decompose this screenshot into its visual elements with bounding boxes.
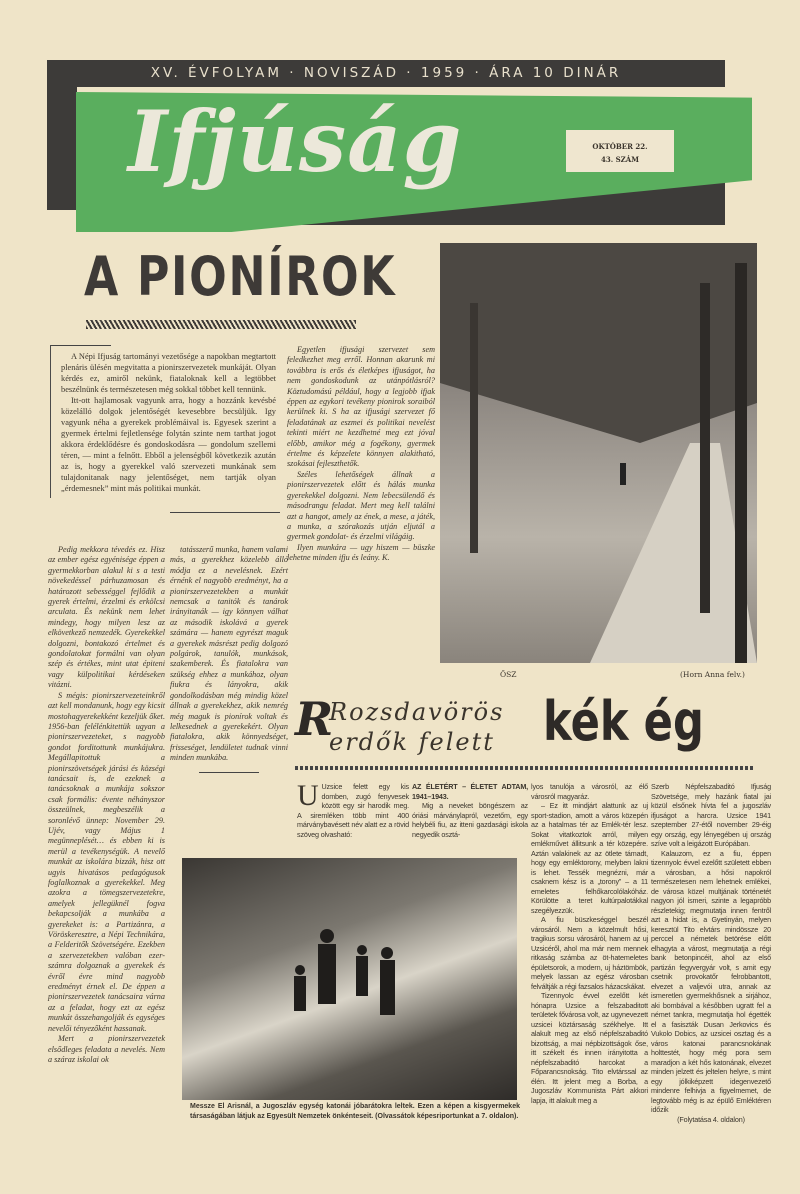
issue-number: 43. SZÁM: [601, 155, 639, 164]
paragraph: Kalauzom, ez a fiu, éppen tizennyolc évvel ezelőtt született ebben a városban, a hősi napokról természetesen nem lehetnek emlékei, de városa közel multjának történetét nagyon jól ismeri, szinte a legapróbb részletekig; megmutatja innen fentről azt a hidat is, a Gyetinyán, melyen keresztül Tito elvtárs mindössze 20 perccel a németek betörése előtt elhagyta a várost, megmutatja a régi bank betonpincéit, ahol az első partizán fegyvergyár volt, s amit egy csetnik provokatőr felrobbantott, elvezet a valjevói utra, annak az ismeretlen gyermekhősnek a sirjához, aki bombával a későbben ugratt fel a német tankra, megmutatja hol égették el a fasiszták Dusan Jerkovics és Vukolo Dobics, az uzsicei osztag és a város katonai parancsnokának holttestét, hogy még pora sem maradjon a két hős katonának, elvezet minden jelzett és jeltelen helyre, s mint egy jólkiképzett idegenvezető mindenre felhivja a figyelmemet, de legtovább még is az épülő Emléktéren időzik: [651, 848, 771, 1114]
headline-part: erdők felett: [329, 728, 495, 756]
photo-credit: (Horn Anna felv.): [680, 670, 745, 679]
intro-paragraph: A Népi Ifjuság tartományi vezetősége a napokban megtartott plenáris ülésén megvitatta a pionirszervezetek munkáját. Olyan kérdés ez, amiről nekünk, fiataloknak kell a legtöbbet beszélnünk és természetesen még sokkal többet kell tennünk.: [61, 352, 276, 394]
paragraph: Egyetlen ifjusági szervezet sem feledkezhet meg erről. Honnan akarunk mi továbbra is erős és életképes ifjuságot, ha nem gondoskodunk az utánpótlásról? Köztudomású például, hogy a legjobb ifjak éppen az egykori tevékeny pionirok soraiból kerülnek ki. S ha az ifjusági szervezet fő feladatának az eszmei és politikai nevelést tekinti miért ne kezdhetné meg ezt jóval előbb, amikor még a fogékony, gyermek értelme és képzelete könnyen alakitható, szokásai fejleszthetők.: [287, 345, 435, 469]
intro-paragraph: Itt-ott hajlamosak vagyunk arra, hogy a hozzánk kevésbé közelálló dolgok jelentőségét kevesebbre becsüljük. Igy vagyunk néha a gyerekek problémáival is. Egyesek szerint a gyermek értelmi fejletlensége folytán szinte nem tarthat jogot akkora érdeklődésre és gondoskodásra — gondolum szellemi téren, — mint a felnőtt. Ebből a jelenségből következik azután az is, hogy a gyerekkel való szervezeti munkának sem tulajdonitanak nagy jelentőséget, nem tartják olyan „érdemesnek” mint más politikai munkát.: [61, 396, 276, 493]
issue-date: OKTÓBER 22.: [592, 142, 648, 151]
paragraph: Uzsice felett egy kis domben, zugó fenyvesek között egy sir harodik meg. A siremléken több mint 400 márványbavésett név alatt ez a rövid szöveg olvasható:: [297, 782, 409, 839]
paragraph: Pedig mekkora tévedés ez. Hisz az ember egész egyénisége éppen a gyermekkorban alakul ki s a testi növekedéssel párhuzamosan és határozott sebességgel fejlődik a gyerek értelmi, érzelmi és erkölcsi arculata. És nekünk nem lehet mindegy, hogy milyen lesz az elkövetkező nemzedék. Gyerekekkel dolgozni, bontakozó értelmet és gondolatokat formálni van olyan szép és értékes, mint utat épiteni vagy külpolitikai kérdéseken vitázni.: [48, 545, 165, 690]
article2-column-d: [651, 782, 771, 1124]
newspaper-logo: Ifjúság: [128, 92, 463, 191]
article-column-right: [287, 345, 435, 564]
headline-rule: [86, 320, 356, 329]
divider: [199, 772, 259, 773]
paragraph: A fiu büszkeséggel beszél városáról. Nem a közelmult hősi, tragikus sorsu városáról, hanem az uj Uzsicéről, ahol ma már nem mennek ritkaság számba az öt-hatemeletes épületsorok, a modern, uj háztömbök, melyek lassan az egész városban felváltják a régi fazsalos házacskákat.: [531, 915, 648, 991]
article-column-2: [170, 545, 288, 773]
continued-note: (Folytatása 4. oldalon): [677, 1114, 745, 1124]
paragraph: – Ez itt mindjárt alattunk az uj sport-stadion, amott a város közepén az a hatalmas tér az Emlék-tér lesz. Sokat vitatkoztok arról, milyen emlékművet állitsunk a tér közepére. Aztán valakinek az az ötlete támadt, hogy egy emléktorony, melyben lakni is lehet. Tessék megnézni, már csaknem kész is a „torony” – a 11 emeletes felhőkarcolólakóház. Körülötte a teret kultúrpalotákkal szegélyezzük.: [531, 801, 648, 915]
paragraph: Széles lehetőségek állnak a pionirszervezetek előtt és hálás munka gyerekekkel dolgozni. Nem lebecsülendő és másodrangu feladat. Mert meg kell találni azt a hangot, amely az ének, a mese, a játék, a munka, a szórakozás utján eljutál a gyermek gondolat- és érzelmi világáig.: [287, 469, 435, 542]
children-beach-image: [182, 858, 517, 1100]
photo-caption: Messze El Arisnál, a Jugoszláv egység katonái jóbarátokra leltek. Ezen a képen a kisgyermekek társaságában látjuk az Egyesült Nemzetek önkénteseit. (Olvassátok képesriportunkat a 7. oldalon).: [190, 1103, 520, 1120]
paragraph: AZ ÉLETÉRT – ÉLETET ADTAM, 1941–1943.: [412, 782, 528, 801]
divider: [170, 512, 280, 513]
paragraph: tatásszerű munka, hanem valami más, a gyerekhez közelebb álló módja ez a nevelésnek. Ezért érnénk el nagyobb eredményt, ha a pionirszervezetekben a munkát nemcsak a tanitók és tanárok irányitanák — igy könnyen válhat az második iskolává a gyerek számára — hanem egyrészt maguk a gyerekek másrészt pedig dolgozó polgárok, tanulók, munkások, szakemberek. És fiatalokra van szükség ehhez a munkához, olyan fiukra és lányokra, akik gondolkodásban még mindig közel állnak a gyerekekhez, akik nemrég még maguk is pionírok voltak és lelkesednek a gyerekekért. Olyan fiatalokra, akik könnyedséget, frisseséget, lendületet tudnak vinni minden munkába.: [170, 545, 288, 763]
article2-column-c: [531, 782, 648, 1105]
headline-part: Rozsdavörös: [329, 698, 505, 726]
article-headline: A PIONÍROK: [84, 245, 397, 308]
autumn-street-image: [440, 243, 757, 663]
paragraph: Szerb Népfelszabaditó Ifjuság Szövetsége, mely hazánk fiatal jai közül elsőnek hívta fel a jugoszláv ifjuságot a harcra. Uzsice 1941 szeptember 27-étől november 29-éig egy ország, egy lényegében uj ország szíve volt a leigázott Európában.: [651, 782, 771, 848]
article-intro: [50, 345, 280, 498]
paragraph: Tizennyolc évvel ezelőtt két hónapra Uzsice a felszabaditott területek fővárosa volt, az ugynevezett uzsicei köztársaság székhelye. Itt alakult meg az első népfelszabaditó bizottság, a mai népbizottságok őse, itt székelt és innen irányitotta a népfelszabaditó harcokat a Főparancsnokság. Tito elvtárssal az élén. Itt jelent meg a Borba, a Jugoszláv Kommunista Párt akkori lapja, itt alakult meg a: [531, 991, 648, 1105]
paragraph: Mig a neveket böngészem az óriási márványlapról, vezetőm, egy helybéli fiu, az itteni gazdasági iskola negyedik osztá-: [412, 801, 528, 839]
headline-rule: [295, 766, 755, 770]
paragraph: S mégis: pionirszervezeteinkről azt kell mondanunk, hogy egy kicsit mostohagyerekekként kezeljük őket. 1956-ban felélénkitettük ugyan a pionirszervezeteket, s nagyobb gondot forditottunk munkájukra. Megállapitottuk a pionirszövetségek járási és községi tanácsait is, de ezeknek a tanácsoknak a munkája sokszor csak formális: évente néhányszor összeülnek, megbeszélik a soronlévő ünnep: November 29. Ujév, vagy Május 1 megünneplését… és ebben ki is merül a tevékenységük. A nevelő munkát az iskolára bizzák, hisz ott ugyis hivatásos pedagógusok foglalkoznak a gyerekekkel. Meg azokra a tömegszervezetekre, amelyek jellegüknél fogva bekapcsolják a munkába a gyerekeket is: a Partizánra, a Vöröskeresztre, a Népi Technikára, a Felderitők Szövetségére. Ezekben a szervezetekben valóban ezer-számra dolgoznak a gyerekek és évről évre mind nagyobb eredményt érnek el. De éppen a pionirszervezetek tanácsaira várna az a feladat, hogy ezt az egész munkát összehangolják és egységes nevelői tényezőként hassanak.: [48, 690, 165, 1033]
children-photo: [182, 858, 517, 1100]
article2-column-b: [412, 782, 528, 839]
article-column-1: [48, 545, 165, 1065]
paragraph: lyos tanulója a városról, az élő városról magyaráz.: [531, 782, 648, 801]
masthead-band: XV. ÉVFOLYAM · NOVISZÁD · 1959 · ÁRA 10 DINÁR: [47, 60, 725, 87]
paragraph: Mert a pionirszervezetek elsődleges feladata a nevelés. Nem a száraz iskolai ok: [48, 1034, 165, 1064]
article2-headline: R Rozsdavörös erdők felett kék ég: [295, 690, 755, 772]
article2-column-a: U Uzsice felett egy kis domben, zugó fenyvesek között egy sir harodik meg. A siremléken több mint 400 márványbavésett név alatt ez a rövid szöveg olvasható:: [297, 779, 409, 839]
autumn-photo: [440, 243, 757, 663]
issue-box: [566, 130, 674, 172]
headline-part: kék ég: [543, 690, 704, 753]
photo-title: ŐSZ: [500, 670, 517, 679]
paragraph: Ilyen munkára — ugy hiszem — büszke lehetne minden ifju és leány. K.: [287, 542, 435, 563]
